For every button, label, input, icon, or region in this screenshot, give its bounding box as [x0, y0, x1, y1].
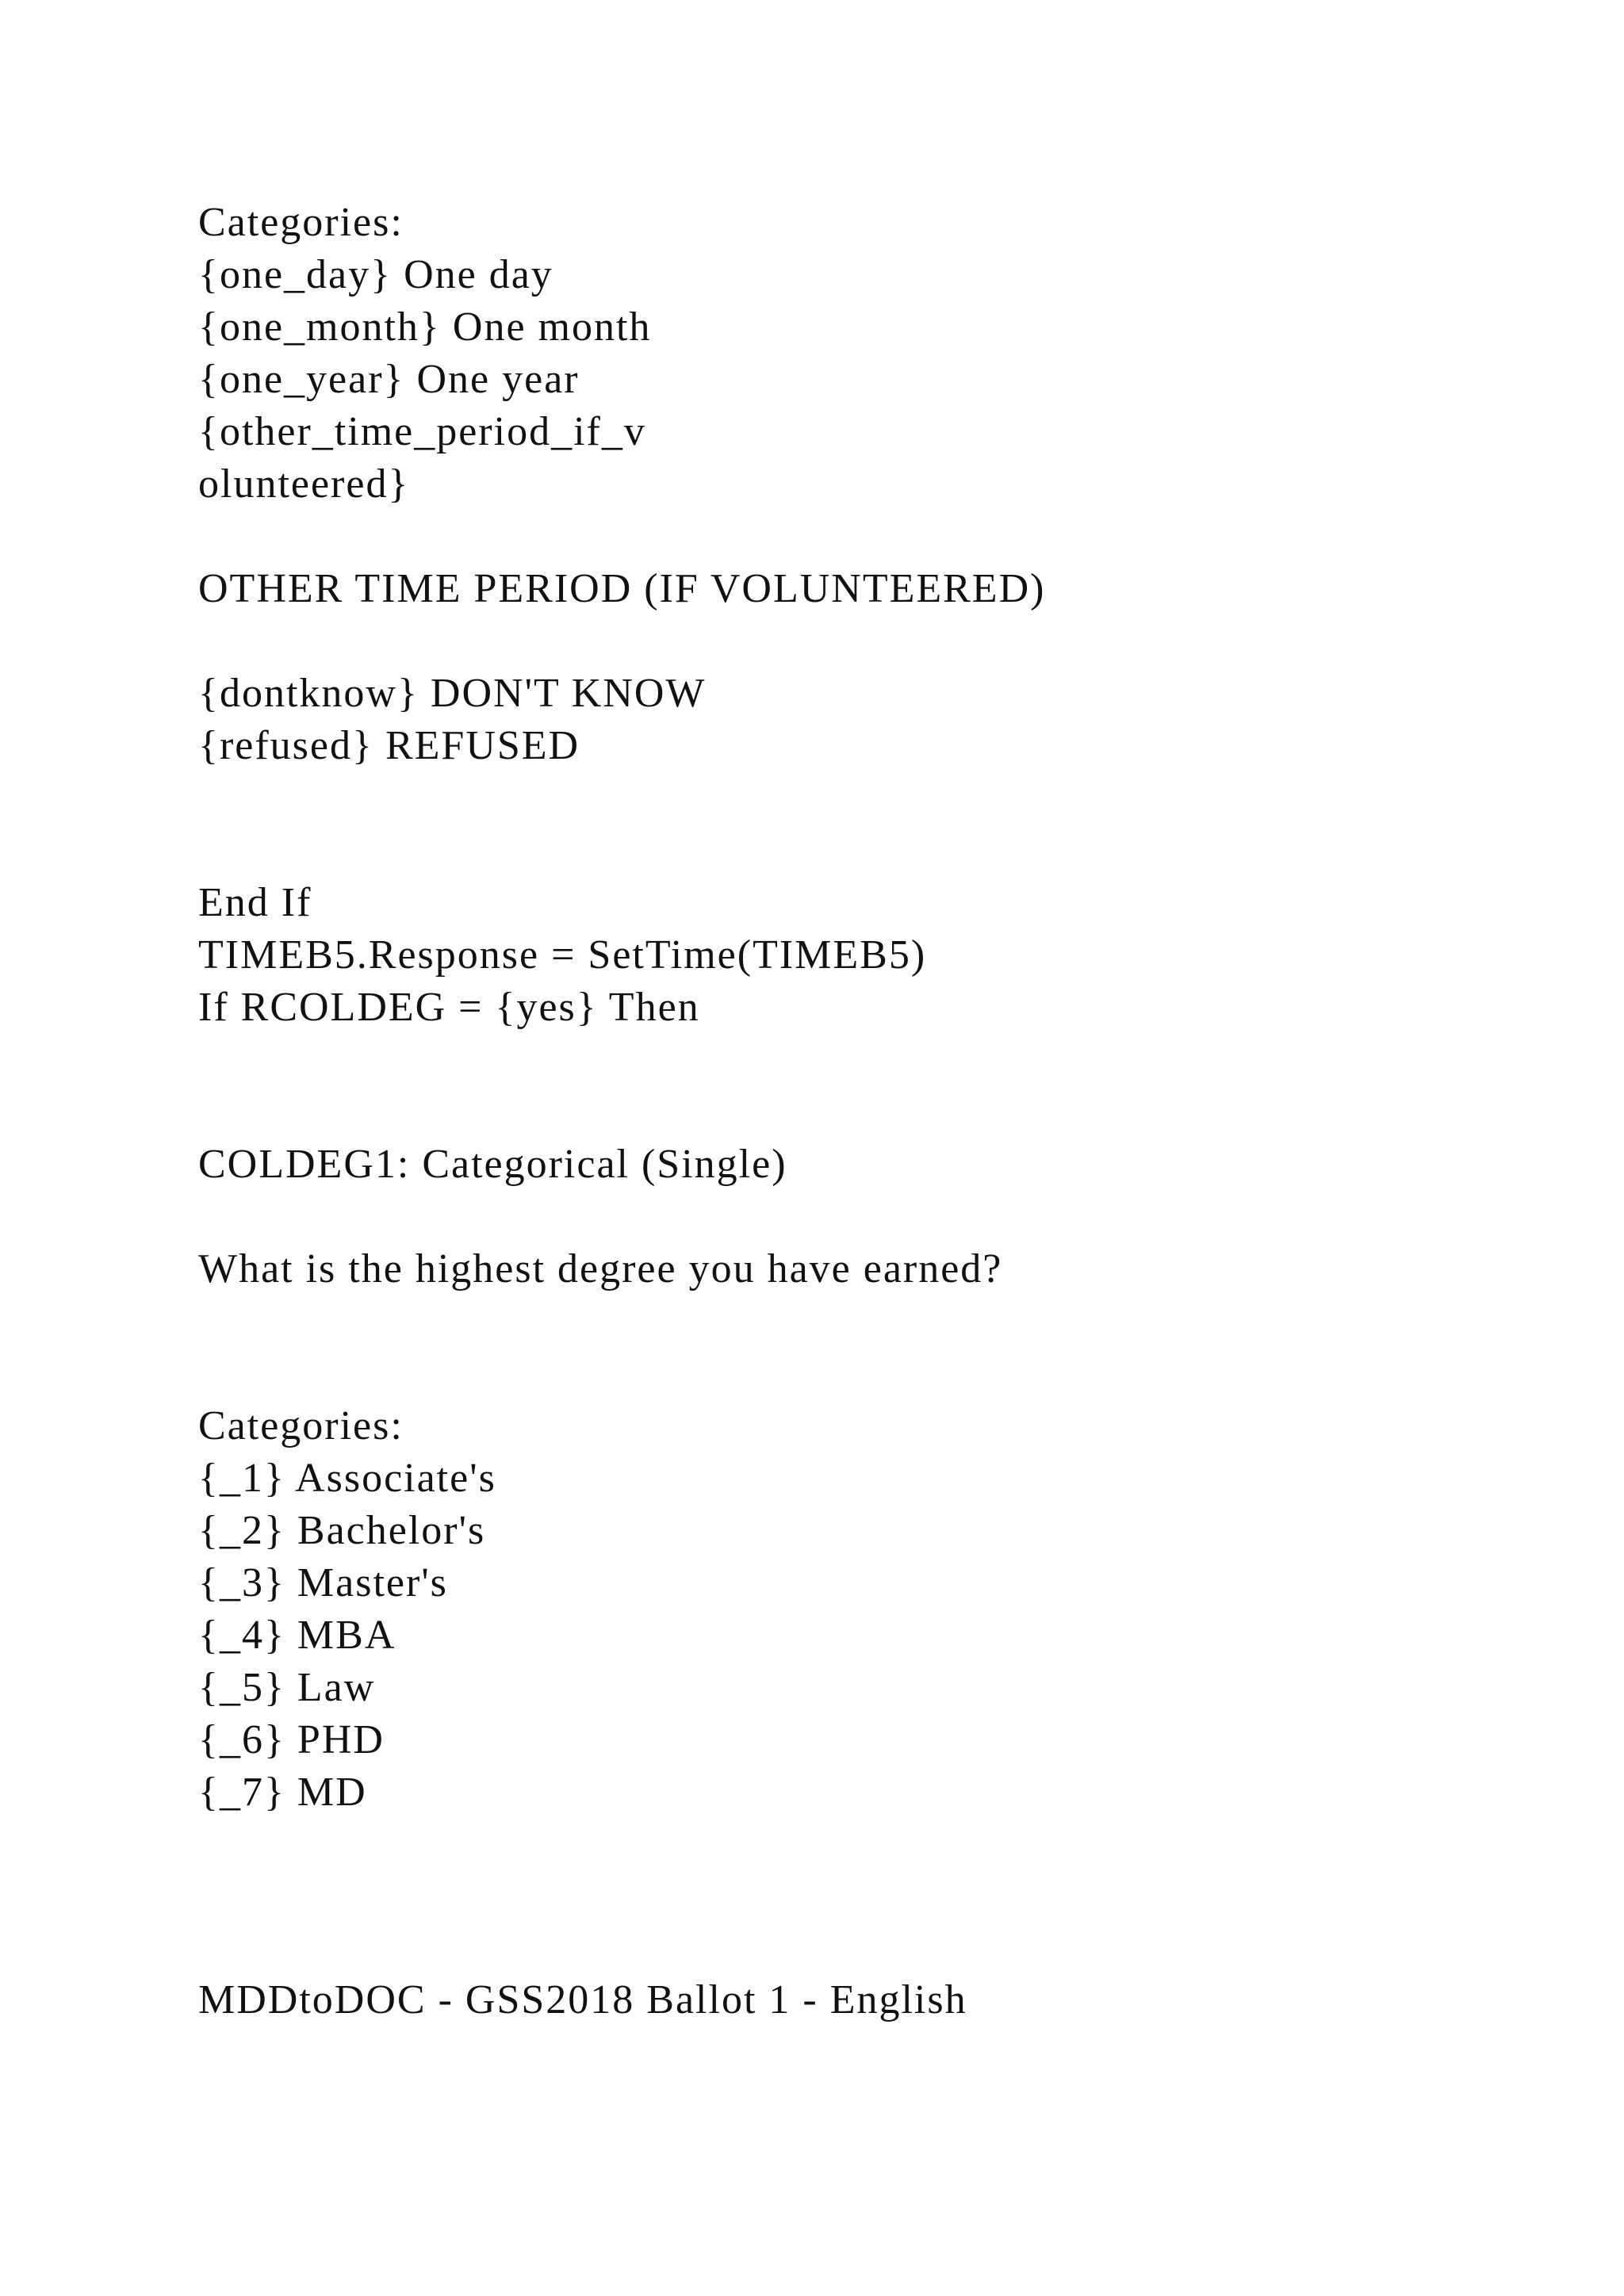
categories-label: Categories:	[198, 1403, 404, 1448]
category-item: {_1} Associate's	[198, 1456, 496, 1501]
category-item: {_2} Bachelor's	[198, 1508, 486, 1553]
category-item: {one_year} One year	[198, 357, 580, 402]
question-text: What is the highest degree you have earned?	[198, 1246, 1003, 1292]
logic-line: End If	[198, 880, 312, 925]
logic-line: If RCOLDEG = {yes} Then	[198, 985, 700, 1030]
question-header: COLDEG1: Categorical (Single)	[198, 1142, 787, 1187]
category-item: {refused} REFUSED	[198, 723, 580, 768]
category-item: olunteered}	[198, 461, 410, 507]
logic-line: TIMEB5.Response = SetTime(TIMEB5)	[198, 932, 927, 978]
category-item: {one_month} One month	[198, 304, 652, 350]
categories-label: Categories:	[198, 200, 404, 245]
category-item: {_7} MD	[198, 1770, 367, 1815]
category-item: {other_time_period_if_v	[198, 409, 646, 454]
document-footer: MDDtoDOC - GSS2018 Ballot 1 - English	[198, 1977, 967, 2022]
category-item: {dontknow} DON'T KNOW	[198, 671, 707, 716]
other-time-period-label: OTHER TIME PERIOD (IF VOLUNTEERED)	[198, 566, 1046, 611]
category-item: {_3} Master's	[198, 1560, 448, 1605]
category-item: {_5} Law	[198, 1665, 376, 1710]
category-item: {_4} MBA	[198, 1613, 396, 1658]
category-item: {one_day} One day	[198, 252, 553, 297]
category-item: {_6} PHD	[198, 1717, 385, 1762]
